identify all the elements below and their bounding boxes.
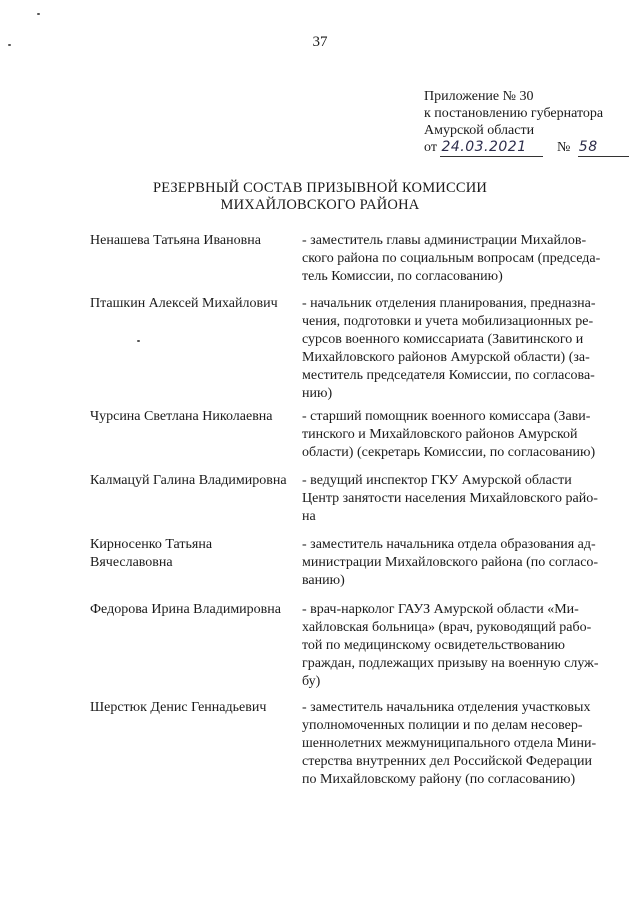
- member-role-line: - заместитель начальника отдела образования ад-: [302, 537, 596, 552]
- member-row: [90, 408, 605, 472]
- appendix-date-row: [424, 139, 624, 157]
- member-role-line: бу): [302, 674, 321, 689]
- member-role-line: на: [302, 509, 316, 524]
- member-role-line: Центр занятости населения Михайловского райо-: [302, 491, 598, 506]
- member-role: [302, 232, 605, 295]
- handwritten-number: 58: [578, 139, 629, 157]
- member-name-line: Ненашева Татьяна Ивановна: [90, 233, 261, 248]
- member-role-line: области) (секретарь Комиссии, по согласованию): [302, 445, 596, 460]
- member-row: [90, 699, 605, 789]
- member-role-line: нию): [302, 386, 333, 401]
- member-name: [90, 408, 302, 472]
- member-name-line: Федорова Ирина Владимировна: [90, 602, 281, 617]
- member-role-line: - заместитель начальника отделения участковых: [302, 700, 591, 715]
- appendix-line-3: Амурской области: [424, 123, 535, 138]
- member-role-line: меститель председателя Комиссии, по согласова-: [302, 368, 595, 383]
- member-name-line: Шерстюк Денис Геннадьевич: [90, 700, 267, 715]
- member-name-line: Калмацуй Галина Владимировна: [90, 473, 287, 488]
- member-name: [90, 699, 302, 789]
- member-role-line: ского района по социальным вопросам (председа-: [302, 251, 601, 266]
- member-role-line: уполномоченных полиции и по делам несовер-: [302, 718, 583, 733]
- member-role-line: по Михайловскому району (по согласованию): [302, 772, 576, 787]
- member-role-line: стерства внутренних дел Российской Федерации: [302, 754, 593, 769]
- member-row: [90, 472, 605, 536]
- member-role-line: чения, подготовки и учета мобилизационных ре-: [302, 314, 594, 329]
- member-name-line: Вячеславовна: [90, 555, 173, 570]
- member-role-line: сурсов военного комиссариата (Завитинского и: [302, 332, 584, 347]
- members-list: [90, 232, 605, 789]
- date-prefix: от: [424, 140, 437, 155]
- page-number: 37: [312, 34, 328, 50]
- member-role-line: - ведущий инспектор ГКУ Амурской области: [302, 473, 572, 488]
- title-line-2: МИХАЙЛОВСКОГО РАЙОНА: [220, 197, 420, 213]
- member-name-line: Кирносенко Татьяна: [90, 537, 213, 552]
- member-row: [90, 601, 605, 699]
- scan-speck: [37, 13, 40, 15]
- member-name-line: Чурсина Светлана Николаевна: [90, 409, 273, 424]
- member-role-line: шеннолетних межмуниципального отдела Мини-: [302, 736, 597, 751]
- member-role: [302, 472, 605, 536]
- member-role-line: тинского и Михайловского районов Амурской: [302, 427, 578, 442]
- member-role: [302, 699, 605, 789]
- member-row: [90, 295, 605, 408]
- member-name-line: Пташкин Алексей Михайлович: [90, 296, 278, 311]
- appendix-block: [424, 88, 624, 157]
- member-role-line: Михайловского районов Амурской области) (за-: [302, 350, 590, 365]
- member-row: [90, 232, 605, 295]
- member-role: [302, 601, 605, 699]
- member-role-line: хайловская больница» (врач, руководящий рабо-: [302, 620, 592, 635]
- member-role-line: - заместитель главы администрации Михайлов-: [302, 233, 587, 248]
- member-role-line: ванию): [302, 573, 345, 588]
- member-row: [90, 536, 605, 601]
- member-name: [90, 232, 302, 295]
- member-role-line: министрации Михайловского района (по согласо-: [302, 555, 599, 570]
- handwritten-date: 24.03.2021: [440, 139, 543, 157]
- member-name: [90, 601, 302, 699]
- member-role-line: - начальник отделения планирования, предназна-: [302, 296, 596, 311]
- appendix-line-2: к постановлению губернатора: [424, 106, 604, 121]
- number-label: №: [556, 140, 571, 155]
- member-role: [302, 536, 605, 601]
- member-name: [90, 536, 302, 601]
- document-title: [0, 180, 640, 214]
- title-line-1: РЕЗЕРВНЫЙ СОСТАВ ПРИЗЫВНОЙ КОМИССИИ: [152, 180, 488, 196]
- member-role: [302, 408, 605, 472]
- member-name: [90, 295, 302, 408]
- member-role-line: граждан, подлежащих призыву на военную служ-: [302, 656, 599, 671]
- member-role-line: той по медицинскому освидетельствованию: [302, 638, 565, 653]
- member-role-line: - старший помощник военного комиссара (Зави-: [302, 409, 591, 424]
- appendix-line-1: Приложение № 30: [424, 89, 534, 104]
- member-role: [302, 295, 605, 408]
- member-name: [90, 472, 302, 536]
- member-role-line: тель Комиссии, по согласованию): [302, 269, 503, 284]
- member-role-line: - врач-нарколог ГАУЗ Амурской области «Ми-: [302, 602, 579, 617]
